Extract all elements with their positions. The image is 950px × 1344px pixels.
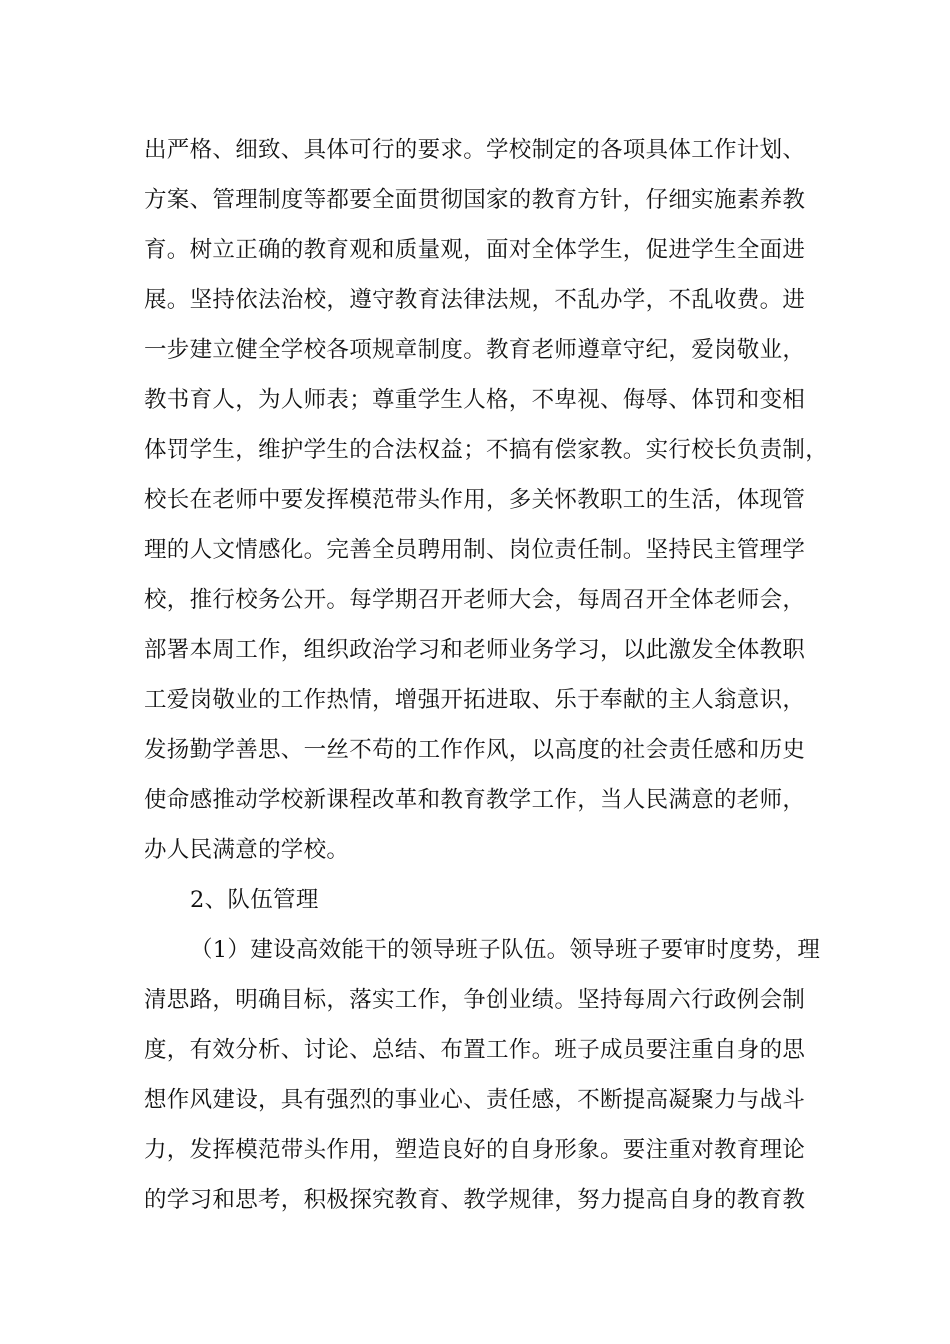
text-line: 教书育人，为人师表；尊重学生人格，不卑视、侮辱、体罚和变相	[144, 387, 806, 413]
text-line: 工爱岗敬业的工作热情，增强开拓进取、乐于奉献的主人翁意识，	[144, 687, 806, 713]
text-line: 育。树立正确的教育观和质量观，面对全体学生，促进学生全面进	[144, 237, 806, 263]
text-line: 力，发挥模范带头作用，塑造良好的自身形象。要注重对教育理论	[144, 1137, 806, 1163]
text-line: 出严格、细致、具体可行的要求。学校制定的各项具体工作计划、	[144, 137, 806, 163]
text-line: 体罚学生，维护学生的合法权益；不搞有偿家教。实行校长负责制，	[144, 437, 829, 463]
text-line: 使命感推动学校新课程改革和教育教学工作，当人民满意的老师，	[144, 787, 806, 813]
text-line: 部署本周工作，组织政治学习和老师业务学习，以此激发全体教职	[144, 637, 806, 663]
text-line: 发扬勤学善思、一丝不苟的工作作风，以高度的社会责任感和历史	[144, 737, 806, 763]
text-line: 校，推行校务公开。每学期召开老师大会，每周召开全体老师会，	[144, 587, 806, 613]
text-line: 方案、管理制度等都要全面贯彻国家的教育方针，仔细实施素养教	[144, 187, 806, 213]
text-line: 一步建立健全学校各项规章制度。教育老师遵章守纪，爱岗敬业，	[144, 337, 806, 363]
text-line: 的学习和思考，积极探究教育、教学规律，努力提高自身的教育教	[144, 1187, 806, 1213]
text-line: 想作风建设，具有强烈的事业心、责任感，不断提高凝聚力与战斗	[144, 1087, 806, 1113]
text-line: 度，有效分析、讨论、总结、布置工作。班子成员要注重自身的思	[144, 1037, 806, 1063]
text-line: 理的人文情感化。完善全员聘用制、岗位责任制。坚持民主管理学	[144, 537, 806, 563]
text-line: 展。坚持依法治校，遵守教育法律法规，不乱办学，不乱收费。进	[144, 287, 806, 313]
section-heading: 2、队伍管理	[190, 887, 319, 913]
text-line: 办人民满意的学校。	[144, 837, 350, 863]
text-line: 清思路，明确目标，落实工作，争创业绩。坚持每周六行政例会制	[144, 987, 806, 1013]
text-line: （1）建设高效能干的领导班子队伍。领导班子要审时度势，理	[190, 937, 821, 963]
text-line: 校长在老师中要发挥模范带头作用，多关怀教职工的生活，体现管	[144, 487, 806, 513]
